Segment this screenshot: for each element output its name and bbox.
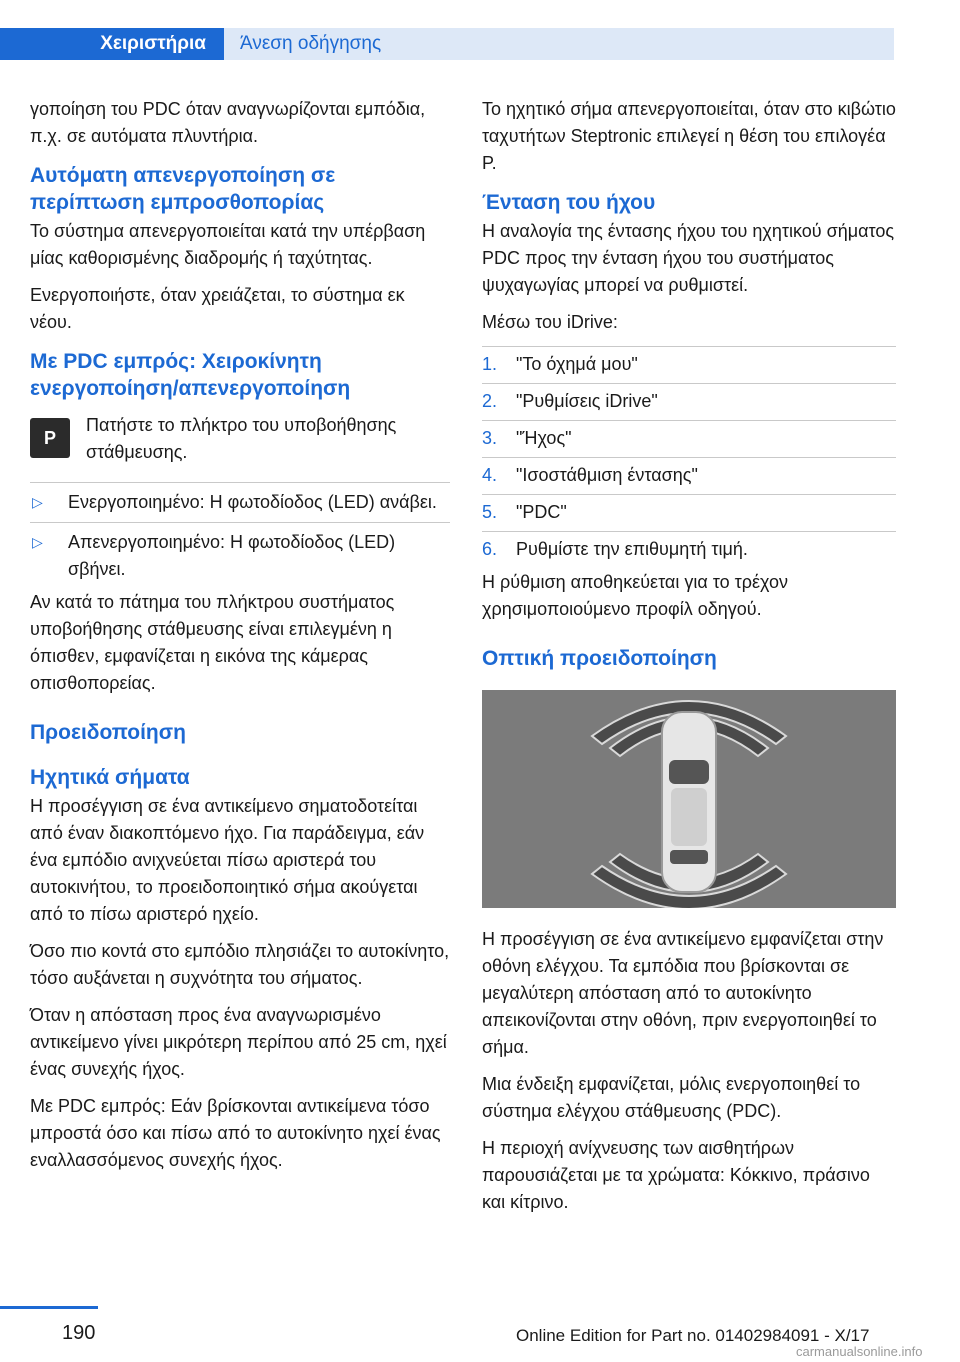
step-text: "Το όχημά μου" [516, 354, 638, 374]
heading-warning: Προειδοποίηση [30, 721, 186, 744]
triangle-bullet-icon: ▷ [32, 534, 43, 550]
list-item-text: Ενεργοποιημένο: Η φωτοδίοδος (LED) ανάβει. [68, 492, 437, 512]
step-number: 3. [482, 428, 498, 448]
list-item [482, 383, 896, 415]
step-number: 4. [482, 465, 498, 485]
paragraph: Αν κατά το πάτημα του πλήκτρου συστήματος υποβοήθησης στάθμευσης είναι επιλεγμένη η όπισθεν, εμφανίζεται η εικόνα της κάμερας οπισθοπορείας. [30, 592, 395, 693]
triangle-bullet-icon: ▷ [32, 494, 43, 510]
paragraph: Το ηχητικό σήμα απενεργοποιείται, όταν στο κιβώτιο ταχυτήτων Steptronic επιλεγεί η θέση του επιλογέα P. [482, 99, 896, 173]
heading-volume: Ένταση του ήχου [482, 191, 656, 214]
step-number: 5. [482, 502, 498, 522]
car-sensor-illustration [482, 690, 896, 908]
divider [30, 522, 450, 523]
step-number: 6. [482, 539, 498, 559]
step-number: 2. [482, 391, 498, 411]
paragraph: γοποίηση του PDC όταν αναγνωρίζονται εμπόδια, π.χ. σε αυτόματα πλυντήρια. [30, 99, 426, 146]
list-item [482, 346, 896, 378]
step-number: 1. [482, 354, 498, 374]
pdc-button-icon: P [30, 418, 70, 458]
pdc-car-diagram [482, 690, 896, 908]
header-bar [0, 0, 960, 60]
step-text: "PDC" [516, 502, 567, 522]
edition-note: Online Edition for Part no. 01402984091 - X/17 [516, 1326, 870, 1345]
page-number: 190 [62, 1322, 96, 1344]
step-text: "Ήχος" [516, 428, 572, 448]
pdc-instruction [30, 412, 450, 466]
list-item [30, 489, 450, 516]
paragraph: Ενεργοποιήστε, όταν χρειάζεται, το σύστημα εκ νέου. [30, 285, 405, 332]
icon-instruction-text: Πατήστε το πλήκτρο του υποβοήθησης στάθμευσης. [86, 415, 397, 462]
paragraph: Όταν η απόσταση προς ένα αναγνωρισμένο αντικείμενο γίνει μικρότερη περίπου από 25 cm, ηχεί ένας συνεχής ήχος. [30, 1005, 447, 1079]
heading-acoustic: Ηχητικά σήματα [30, 766, 190, 789]
heading-visual: Οπτική προειδοποίηση [482, 647, 717, 670]
paragraph: Η προσέγγιση σε ένα αντικείμενο εμφανίζεται στην οθόνη ελέγχου. Τα εμπόδια που βρίσκονται σε μεγαλύτερη απόσταση από το αυτοκίνητο απεικονίζονται στην οθόνη, πριν ενεργοποιηθεί το σήμα. [482, 929, 884, 1057]
watermark: carmanualsonline.info [796, 1344, 923, 1359]
paragraph: Η ρύθμιση αποθηκεύεται για το τρέχον χρησιμοποιούμενο προφίλ οδηγού. [482, 572, 788, 619]
list-item [482, 494, 896, 526]
paragraph: Το σύστημα απενεργοποιείται κατά την υπέρβαση μίας καθορισμένης διαδρομής ή ταχύτητας. [30, 221, 426, 268]
list-item-text: Απενεργοποιημένο: Η φωτοδίοδος (LED) σβήνει. [68, 532, 396, 579]
list-item [30, 529, 450, 583]
paragraph: Η προσέγγιση σε ένα αντικείμενο σηματοδοτείται από έναν διακοπτόμενο ήχο. Για παράδειγμα, εάν ένα εμπόδιο ανιχνεύεται πίσω αριστερά του αυτοκινήτου, το προειδοποιητικό σήμα ακούγεται από το πίσω αριστερό ηχείο. [30, 796, 425, 924]
list-item [482, 531, 896, 563]
paragraph: Μια ένδειξη εμφανίζεται, μόλις ενεργοποιηθεί το σύστημα ελέγχου στάθμευσης (PDC). [482, 1074, 861, 1121]
footer-divider [0, 1306, 98, 1309]
list-item [482, 457, 896, 489]
idrive-steps [482, 346, 896, 563]
paragraph: Μέσω του iDrive: [482, 312, 618, 332]
paragraph: Η αναλογία της έντασης ήχου του ηχητικού σήματος PDC προς την ένταση ήχου του συστήματος ψυχαγωγίας μπορεί να ρυθμιστεί. [482, 221, 895, 295]
step-text: "Ισοστάθμιση έντασης" [516, 465, 698, 485]
left-column [30, 96, 450, 1184]
heading-auto-off: Αυτόματη απενεργοποίηση σε περίπτωση εμπροσθοπορίας [30, 164, 336, 214]
step-text: Ρυθμίστε την επιθυμητή τιμή. [516, 539, 748, 559]
paragraph: Με PDC εμπρός: Εάν βρίσκονται αντικείμενα τόσο μπροστά όσο και πίσω από το αυτοκίνητο ηχεί ένας εναλλασσόμενος συνεχής ήχος. [30, 1096, 441, 1170]
tab-section[interactable]: Άνεση οδήγησης [224, 28, 894, 60]
paragraph: Όσο πιο κοντά στο εμπόδιο πλησιάζει το αυτοκίνητο, τόσο αυξάνεται η συχνότητα του σήματος. [30, 941, 450, 988]
step-text: "Ρυθμίσεις iDrive" [516, 391, 658, 411]
heading-manual: Με PDC εμπρός: Χειροκίνητη ενεργοποίηση/απενεργοποίηση [30, 350, 351, 400]
list-item [482, 420, 896, 452]
divider [30, 482, 450, 483]
paragraph: Η περιοχή ανίχνευσης των αισθητήρων παρουσιάζεται με τα χρώματα: Κόκκινο, πράσινο και κίτρινο. [482, 1138, 870, 1212]
tab-chapter[interactable]: Χειριστήρια [0, 28, 224, 60]
right-column [482, 96, 896, 1226]
